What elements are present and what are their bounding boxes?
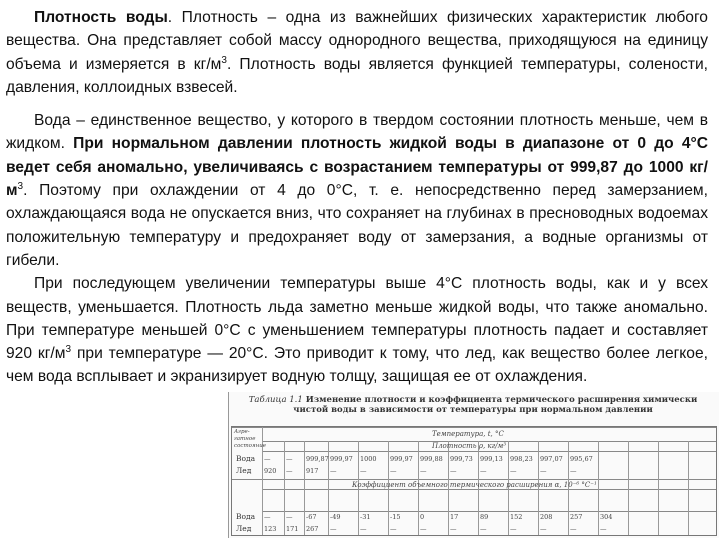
table-cell: 999,88 xyxy=(420,455,443,463)
table-cell: — xyxy=(510,467,517,475)
paragraph-3-text-end: при температуре — 20°С. Это приводит к тому, что лед, как вещество более легкое, чем вода всплывает и экранизирует водную толщу, защищая ее от охлаждения. xyxy=(6,345,708,386)
table-cell: -15 xyxy=(390,513,401,521)
paragraph-2 xyxy=(6,109,708,272)
table-rule xyxy=(232,427,716,428)
table-cell: 995,67 xyxy=(570,455,593,463)
table-rule xyxy=(628,441,629,535)
table-cell: — xyxy=(420,525,427,533)
table-rule xyxy=(658,441,659,535)
table-cell: — xyxy=(360,467,367,475)
table-cell: — xyxy=(450,525,457,533)
table-cell: 257 xyxy=(570,513,583,521)
table-section-expansion: Коэффициент объемного термического расширения α, 10⁻⁶ °C⁻¹ xyxy=(352,481,597,489)
table-cell: — xyxy=(480,467,487,475)
document-text xyxy=(6,6,708,389)
table-cell: — xyxy=(480,525,487,533)
table-grid xyxy=(231,426,717,536)
table-header-temperature: Температура, t, °C xyxy=(432,430,504,438)
heading-water-density: Плотность воды xyxy=(34,9,168,26)
table-cell: — xyxy=(540,525,547,533)
paragraph-1-text-end: . Плотность воды является функцией температуры, солености, давления, коллоидных взвесей. xyxy=(6,55,709,96)
table-cell: — xyxy=(420,467,427,475)
table-cell: — xyxy=(264,513,271,521)
table-cell: 123 xyxy=(264,525,277,533)
table-cell: 171 xyxy=(286,525,299,533)
table-rule xyxy=(304,441,305,535)
table-cell: — xyxy=(450,467,457,475)
paragraph-2-text-end: . Поэтому при охлаждении от 4 до 0°С, т. е. непосредственно перед замерзанием, охлаждающаяся вода не опускается вниз, что сохраняет на глубинах в пресноводных водоемах положительную температуру и предохраняет воду от замерзания, а водные организмы от гибели. xyxy=(6,182,708,269)
table-rule xyxy=(262,511,716,512)
table-rule xyxy=(598,441,599,535)
table-cell: — xyxy=(390,467,397,475)
table-cell: -67 xyxy=(306,513,317,521)
table-cell: — xyxy=(540,467,547,475)
paragraph-1 xyxy=(6,6,708,99)
table-cell: 997,07 xyxy=(540,455,563,463)
table-rule xyxy=(262,451,716,452)
table-caption xyxy=(233,395,713,415)
table-cell: 917 xyxy=(306,467,319,475)
table-row-label-ice: Лед xyxy=(236,466,252,475)
table-cell: 0 xyxy=(420,513,425,521)
table-cell: — xyxy=(360,525,367,533)
table-cell: 999,97 xyxy=(390,455,413,463)
table-cell: 208 xyxy=(540,513,553,521)
table-rule xyxy=(262,489,716,490)
table-cell: 89 xyxy=(480,513,489,521)
table-cell: 1000 xyxy=(360,455,377,463)
paragraph-3 xyxy=(6,272,708,388)
table-row-label-water: Вода xyxy=(236,512,256,521)
table-cell: 304 xyxy=(600,513,613,521)
paragraph-1-text: . Плотность – одна из важнейших физических характеристик любого вещества. Она представляет собой массу однородного вещества, приходящуюся на единицу объема и измеряется в кг/м xyxy=(6,9,708,73)
table-cell: -31 xyxy=(360,513,371,521)
superscript: 3 xyxy=(17,180,24,192)
table-cell: 999,87 xyxy=(306,455,329,463)
table-cell: 999,13 xyxy=(480,455,503,463)
table-caption-label: Таблица 1.1 xyxy=(248,395,303,405)
table-row-label-ice: Лед xyxy=(236,524,252,533)
table-cell: 920 xyxy=(264,467,277,475)
table-cell: 17 xyxy=(450,513,459,521)
paragraph-3-text: При последующем увеличении температуры выше 4°С плотность воды, как и у всех веществ, уменьшается. Плотность льда заметно меньше жидкой воды, что также аномально. При температуре меньшей 0°С с уменьшением температуры плотность падает и составляет 920 кг/м xyxy=(6,275,708,363)
table-row-label-water: Вода xyxy=(236,454,256,463)
table-header-substance: Агре-гатное состояние xyxy=(234,429,267,449)
table-cell: — xyxy=(286,513,293,521)
table-cell: — xyxy=(286,467,293,475)
table-cell: — xyxy=(390,525,397,533)
table-cell: 998,23 xyxy=(510,455,533,463)
table-cell: 152 xyxy=(510,513,523,521)
table-cell: 999,73 xyxy=(450,455,473,463)
table-cell: — xyxy=(264,455,271,463)
superscript: 3 xyxy=(221,54,227,66)
table-cell: — xyxy=(570,525,577,533)
table-cell: — xyxy=(600,525,607,533)
table-cell: 999,97 xyxy=(330,455,353,463)
table-cell: 267 xyxy=(306,525,319,533)
table-cell: — xyxy=(510,525,517,533)
table-cell: -49 xyxy=(330,513,341,521)
paragraph-2-text: Вода – единственное вещество, у которого в твердом состоянии плотность меньше, чем в жидком. xyxy=(6,112,708,153)
density-table-image xyxy=(228,392,719,538)
table-rule xyxy=(688,441,689,535)
table-cell: — xyxy=(286,455,293,463)
table-rule xyxy=(284,441,285,535)
superscript: 3 xyxy=(65,343,72,355)
table-cell: — xyxy=(330,467,337,475)
table-section-density: Плотность ρ, кг/м³ xyxy=(432,442,507,450)
table-caption-text: Изменение плотности и коэффициента термического расширения химически чистой воды в зависимости от температуры при нормальном давлении xyxy=(293,395,698,415)
paragraph-2-bold: При нормальном давлении плотность жидкой воды в диапазоне от 0 до 4°С ведет себя аномально, увеличиваясь с возрастанием температуры от 999,87 до 1000 кг/м xyxy=(6,135,708,200)
table-cell: — xyxy=(330,525,337,533)
table-cell: — xyxy=(570,467,577,475)
